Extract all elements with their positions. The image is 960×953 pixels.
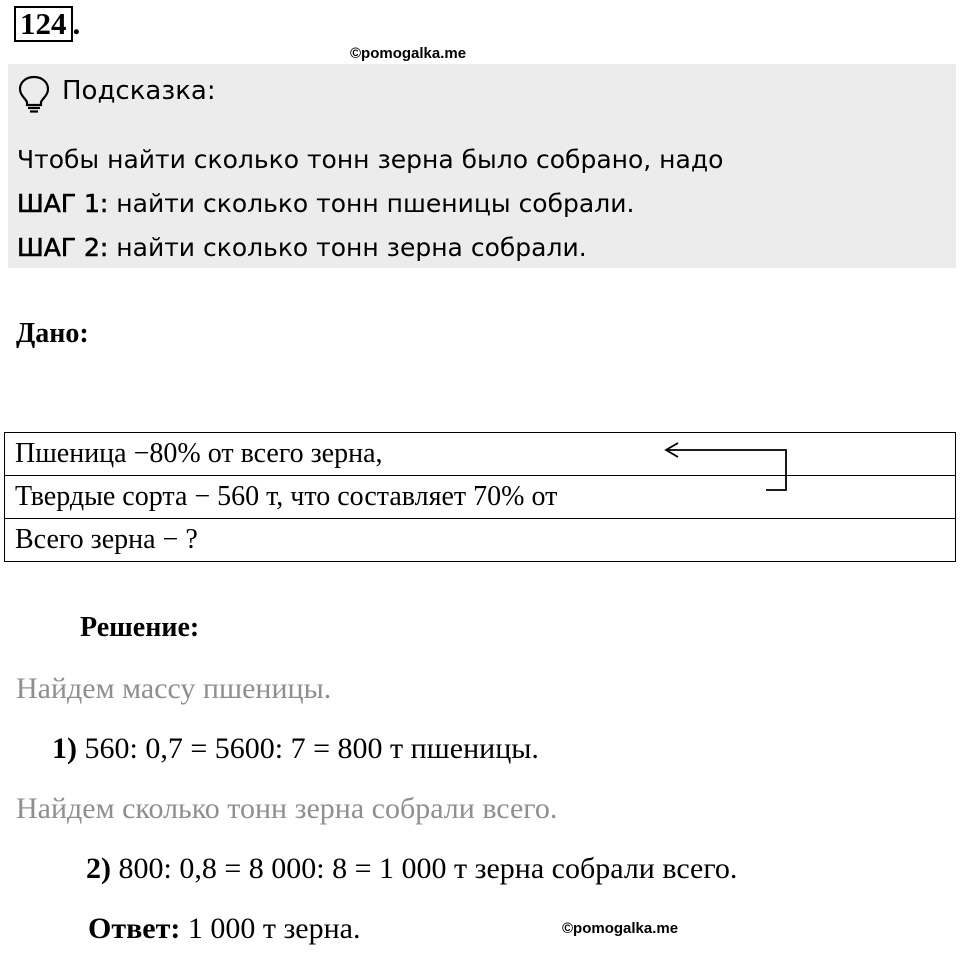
hint-step-1-text: найти сколько тонн пшеницы собрали. <box>108 189 635 218</box>
watermark-top: ©pomogalka.me <box>350 45 467 62</box>
hint-title: Подсказка: <box>62 76 216 106</box>
given-table <box>4 432 956 562</box>
answer-text: 1 000 т зерна. <box>180 912 361 945</box>
hint-step-1 <box>17 188 634 220</box>
answer-line <box>88 912 360 946</box>
task-number-dot: . <box>72 6 81 41</box>
step-2-calculation <box>86 852 737 886</box>
step-1-calculation <box>52 732 539 766</box>
step-1-expression: 560: 0,7 = 5600: 7 = 800 т пшеницы. <box>77 732 539 765</box>
hint-step-2-text: найти сколько тонн зерна собрали. <box>108 233 587 262</box>
hint-step-2-label: ШАГ 2: <box>17 233 109 262</box>
given-row-3: Всего зерна − ? <box>5 519 956 562</box>
step-1-description: Найдем массу пшеницы. <box>16 672 332 705</box>
relation-arrow-icon <box>656 436 806 496</box>
given-row <box>5 476 956 519</box>
task-number-box: 124 <box>14 6 73 42</box>
hint-step-2 <box>17 232 587 264</box>
given-heading: Дано: <box>16 318 89 349</box>
step-2-number: 2) <box>86 852 111 885</box>
given-row <box>5 433 956 476</box>
given-row <box>5 519 956 562</box>
step-2-expression: 800: 0,8 = 8 000: 8 = 1 000 т зерна собрали всего. <box>111 852 738 885</box>
watermark-bottom: ©pomogalka.me <box>562 920 679 937</box>
answer-label: Ответ: <box>88 912 181 945</box>
step-2-description: Найдем сколько тонн зерна собрали всего. <box>16 792 558 825</box>
hint-intro: Чтобы найти сколько тонн зерна было собрано, надо <box>17 145 724 174</box>
solution-heading: Решение: <box>80 612 200 643</box>
hint-step-1-label: ШАГ 1: <box>17 189 109 218</box>
given-row-2: Твердые сорта − 560 т, что составляет 70% от <box>5 476 956 519</box>
step-1-number: 1) <box>52 732 77 765</box>
lightbulb-icon <box>16 74 52 114</box>
given-row-1: Пшеница −80% от всего зерна, <box>5 433 956 476</box>
task-number <box>14 6 80 42</box>
